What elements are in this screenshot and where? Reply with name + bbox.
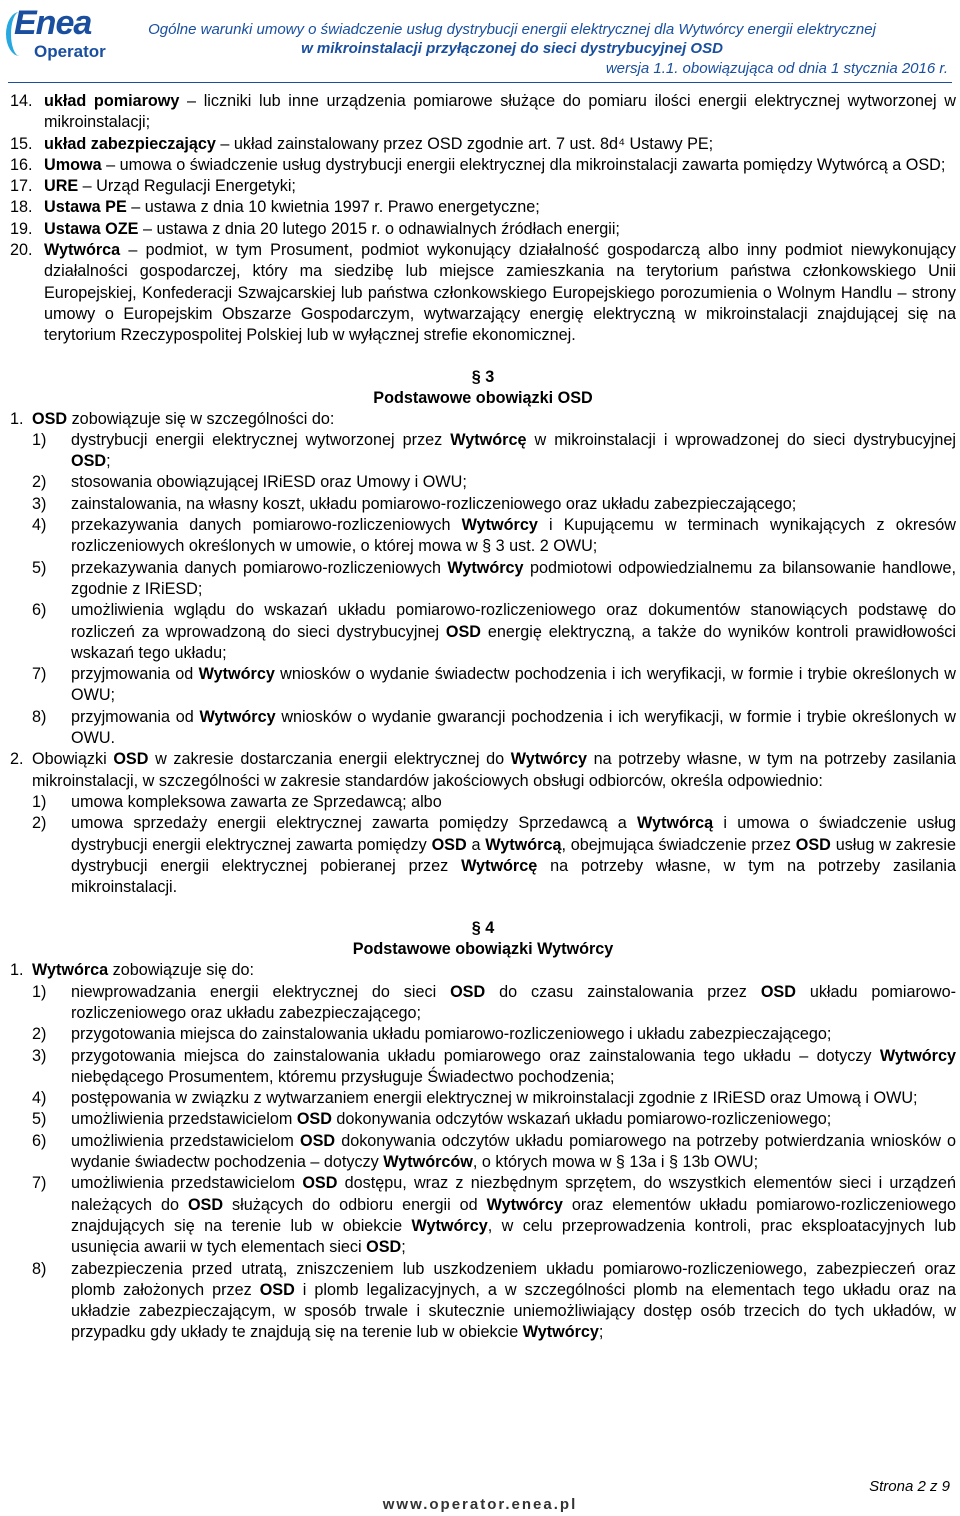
definition-term: układ pomiarowy xyxy=(44,92,180,110)
definition-term: Wytwórca xyxy=(44,241,121,260)
document-body xyxy=(10,91,956,1344)
list-item xyxy=(32,1173,956,1258)
list-item-number: 2) xyxy=(32,814,47,833)
list-item-text: niewprowadzania energii elektrycznej do sieci OSD do czasu zainstalowania przez OSD układu pomiarowo-rozliczeniowego oraz układu zabezpieczającego; xyxy=(71,982,956,1022)
definition-body xyxy=(44,134,956,155)
section-4-paragraph-1-items xyxy=(10,982,956,1344)
definition-text: – umowa o świadczenie usług dystrybucji energii elektrycznej dla mikroinstalacji zawarta pomiędzy Wytwórcą a OSD; xyxy=(101,155,946,174)
definitions-list xyxy=(10,91,956,347)
definition-text: – ustawa z dnia 20 lutego 2015 r. o odnawialnych źródłach energii; xyxy=(138,219,620,238)
section-3 xyxy=(10,367,956,899)
page-number: Strona 2 z 9 xyxy=(869,1478,950,1495)
list-item-number: 1) xyxy=(32,430,47,449)
list-item xyxy=(32,982,956,1025)
list-item-number: 3) xyxy=(32,494,47,513)
list-item xyxy=(32,1259,956,1344)
definition-body xyxy=(44,176,956,197)
definition-number: 20. xyxy=(10,241,33,260)
paragraph-text: Wytwórca zobowiązuje się do: xyxy=(32,961,254,980)
paragraph-text: OSD zobowiązuje się w szczególności do: xyxy=(32,409,335,428)
list-item-text: zabezpieczenia przed utratą, zniszczeniem lub uszkodzeniem układu pomiarowo-rozliczeniowego, zabezpieczeń oraz plomb założonych przez OSD i plomb legalizacyjnych, a w szczególności plomb na elementach tego układu oraz na układzie zabezpieczającym, w sposób trwale i skutecznie uniemożliwiający dostęp osób trzecich do tych układów, w przypadku gdy układy te znajdują się na terenie lub w obiekcie Wytwórcy; xyxy=(71,1259,956,1342)
list-item-number: 5) xyxy=(32,1110,47,1129)
definition-body xyxy=(44,197,956,218)
list-item-number: 8) xyxy=(32,707,47,726)
section-4-title: Podstawowe obowiązki Wytwórcy xyxy=(352,940,614,959)
list-item-text: umożliwienia przedstawicielom OSD dostępu, wraz z niezbędnym sprzętem, do wszystkich elementów sieci i urządzeń należących do OSD służących do odbioru energii od Wytwórcy oraz elementów układu pomiarowo-rozliczeniowego znajdujących się na terenie lub w obiekcie Wytwórcy, w celu przeprowadzenia kontroli, prac eksploatacyjnych lub usunięcia awarii w tych elementach sieci OSD; xyxy=(71,1174,957,1257)
list-item-number: 6) xyxy=(32,601,47,620)
definition-text: – Urząd Regulacji Energetyki; xyxy=(78,177,296,196)
definition-body xyxy=(44,219,956,240)
list-item-text: stosowania obowiązującej IRiESD oraz Umowy i OWU; xyxy=(71,473,467,492)
definition-term: URE xyxy=(44,177,79,196)
section-3-title: Podstawowe obowiązki OSD xyxy=(373,388,593,407)
list-item-number: 8) xyxy=(32,1259,47,1278)
document-title-line1: Ogólne warunki umowy o świadczenie usług dystrybucji energii elektrycznej dla Wytwórcy energii elektrycznej xyxy=(148,21,876,38)
list-item xyxy=(32,1109,956,1130)
section-3-paragraph-1-items xyxy=(10,430,956,749)
section-3-number: § 3 xyxy=(471,367,495,386)
list-item-number: 4) xyxy=(32,1089,47,1108)
paragraph-number: 1. xyxy=(10,961,24,980)
document-version: wersja 1.1. obowiązująca od dnia 1 stycznia 2016 r. xyxy=(605,60,948,77)
list-item-number: 6) xyxy=(32,1131,47,1150)
definition-item xyxy=(10,176,956,197)
definition-text: – ustawa z dnia 10 kwietnia 1997 r. Prawo energetyczne; xyxy=(126,198,540,217)
section-4-number: § 4 xyxy=(471,919,495,938)
list-item xyxy=(32,600,956,664)
section-3-paragraph-2 xyxy=(10,749,956,792)
list-item-number: 1) xyxy=(32,792,47,811)
list-item-text: umożliwienia przedstawicielom OSD dokonywania odczytów wskazań układu pomiarowo-rozliczeniowego; xyxy=(71,1110,832,1129)
definition-number: 18. xyxy=(10,198,33,217)
enea-operator-logo xyxy=(4,4,116,64)
list-item-number: 5) xyxy=(32,558,47,577)
list-item xyxy=(32,1024,956,1045)
definition-term: układ zabezpieczający xyxy=(44,134,216,153)
list-item-text: umowa sprzedaży energii elektrycznej zawarta pomiędzy Sprzedawcą a Wytwórcą i umowa o świadczenie usług dystrybucji energii elektrycznej zawarta pomiędzy OSD a Wytwórcą, obejmująca świadczenie przez OSD usług w zakresie dystrybucji energii elektrycznej pobieranej przez Wytwórcę na potrzeby własne, w tym na potrzeby zasilania mikroinstalacji. xyxy=(71,814,956,897)
list-item xyxy=(32,515,956,558)
list-item-text: przygotowania miejsca do zainstalowania układu pomiarowo-rozliczeniowego i układu zabezpieczającego; xyxy=(71,1025,832,1044)
paragraph-number: 2. xyxy=(10,750,24,769)
list-item xyxy=(32,813,956,898)
definition-body xyxy=(44,155,956,176)
definition-number: 15. xyxy=(10,134,33,153)
logo-name: Enea xyxy=(14,4,92,42)
list-item-number: 7) xyxy=(32,665,47,684)
definition-term: Umowa xyxy=(44,155,102,174)
list-item xyxy=(32,792,956,813)
list-item-text: przekazywania danych pomiarowo-rozliczeniowych Wytwórcy i Kupującemu w terminach wynikających z okresów rozliczeniowych określonych w umowie, o której mowa w § 3 ust. 2 OWU; xyxy=(71,516,956,556)
section-4-paragraph-1 xyxy=(10,960,956,981)
definition-text: – liczniki lub inne urządzenia pomiarowe służące do pomiaru ilości energii elektrycznej wytworzonej w mikroinstalacji; xyxy=(44,92,956,132)
definition-text: – podmiot, w tym Prosument, podmiot wykonujący działalność gospodarczą albo inny podmiot niewykonujący działalności gospodarczej, który ma siedzibę lub miejsce zamieszkania na terytorium państwa członkowskiego Unii Europejskiej, Konfederacji Szwajcarskiej lub państwa członkowskiego Europejskiego porozumienia o Wolnym Handlu – strony umowy o Europejskim Obszarze Gospodarczym, wytwarzający energię elektryczną w mikroinstalacji znajdującej się na terytorium Rzeczypospolitej Polskiej lub w wyłącznej strefie ekonomicznej. xyxy=(44,241,956,345)
footer-website-link[interactable]: www.operator.enea.pl xyxy=(382,1496,578,1513)
list-item-text: umowa kompleksowa zawarta ze Sprzedawcą; albo xyxy=(71,792,442,811)
list-item-text: przyjmowania od Wytwórcy wniosków o wydanie gwarancji pochodzenia i ich weryfikacji, w formie i trybie określonych w OWU. xyxy=(71,707,956,748)
definition-item xyxy=(10,240,956,346)
section-4 xyxy=(10,918,956,1343)
list-item-number: 1) xyxy=(32,982,47,1001)
list-item-number: 4) xyxy=(32,516,47,535)
list-item-text: przekazywania danych pomiarowo-rozliczeniowych Wytwórcy podmiotowi odpowiedzialnemu za bilansowanie handlowe, zgodnie z IRiESD; xyxy=(71,558,956,598)
list-item xyxy=(32,664,956,707)
list-item-text: przyjmowania od Wytwórcy wniosków o wydanie świadectw pochodzenia i ich weryfikacji, w formie i trybie określonych w OWU; xyxy=(71,665,956,705)
definition-term: Ustawa OZE xyxy=(44,219,139,238)
definition-term: Ustawa PE xyxy=(44,198,127,217)
list-item xyxy=(32,558,956,601)
paragraph-text: Obowiązki OSD w zakresie dostarczania energii elektrycznej do Wytwórcy na potrzeby własne, w tym na potrzeby zasilania mikroinstalacji, w szczególności w zakresie standardów jakościowych obsługi odbiorców, określa odpowiednio: xyxy=(32,750,956,790)
list-item-number: 3) xyxy=(32,1046,47,1065)
list-item-number: 7) xyxy=(32,1174,47,1193)
list-item xyxy=(32,472,956,493)
list-item-text: umożliwienia przedstawicielom OSD dokonywania odczytów układu pomiarowego na potrzeby potwierdzania wniosków o wydanie świadectw pochodzenia – dotyczy Wytwórców, o których mowa w § 13a i § 13b OWU; xyxy=(71,1131,956,1172)
definition-text: – układ zainstalowany przez OSD zgodnie art. 7 ust. 8d⁴ Ustawy PE; xyxy=(215,134,714,153)
list-item-number: 2) xyxy=(32,473,47,492)
paragraph-number: 1. xyxy=(10,409,24,428)
definition-number: 17. xyxy=(10,177,33,196)
definition-item xyxy=(10,197,956,218)
definition-body xyxy=(44,91,956,134)
list-item-number: 2) xyxy=(32,1025,47,1044)
section-3-paragraph-1 xyxy=(10,409,956,430)
document-title xyxy=(132,20,892,58)
list-item-text: przygotowania miejsca do zainstalowania układu pomiarowego oraz zainstalowania tego układu – dotyczy Wytwórcy niebędącego Prosumentem, któremu przysługuje Świadectwo pochodzenia; xyxy=(71,1046,956,1086)
definition-body xyxy=(44,240,956,346)
definition-item xyxy=(10,155,956,176)
list-item xyxy=(32,707,956,750)
document-title-line2: w mikroinstalacji przyłączonej do sieci dystrybucyjnej OSD xyxy=(301,40,723,57)
definition-item xyxy=(10,219,956,240)
definition-number: 14. xyxy=(10,92,33,110)
definition-item xyxy=(10,91,956,134)
section-3-paragraph-2-items xyxy=(10,792,956,898)
header-divider xyxy=(8,82,952,83)
page-header xyxy=(0,0,960,80)
list-item-text: postępowania w związku z wytwarzaniem energii elektrycznej w mikroinstalacji zgodnie z IRiESD oraz Umową i OWU; xyxy=(71,1089,918,1108)
list-item xyxy=(32,494,956,515)
list-item xyxy=(32,1131,956,1174)
list-item-text: zainstalowania, na własny koszt, układu pomiarowo-rozliczeniowego oraz układu zabezpieczającego; xyxy=(71,494,797,513)
list-item xyxy=(32,430,956,473)
list-item xyxy=(32,1088,956,1109)
definition-item xyxy=(10,134,956,155)
logo-sub: Operator xyxy=(34,42,106,61)
definition-number: 16. xyxy=(10,155,33,174)
definition-number: 19. xyxy=(10,219,33,238)
list-item xyxy=(32,1046,956,1089)
list-item-text: dystrybucji energii elektrycznej wytworzonej przez Wytwórcę w mikroinstalacji i wprowadzonej do sieci dystrybucyjnej OSD; xyxy=(71,430,956,471)
list-item-text: umożliwienia wglądu do wskazań układu pomiarowo-rozliczeniowego oraz dokumentów stanowiących podstawę do rozliczeń za wprowadzoną do sieci dystrybucyjnej OSD energię elektryczną, a także do wyników kontroli prawidłowości wskazań tego układu; xyxy=(71,601,956,662)
